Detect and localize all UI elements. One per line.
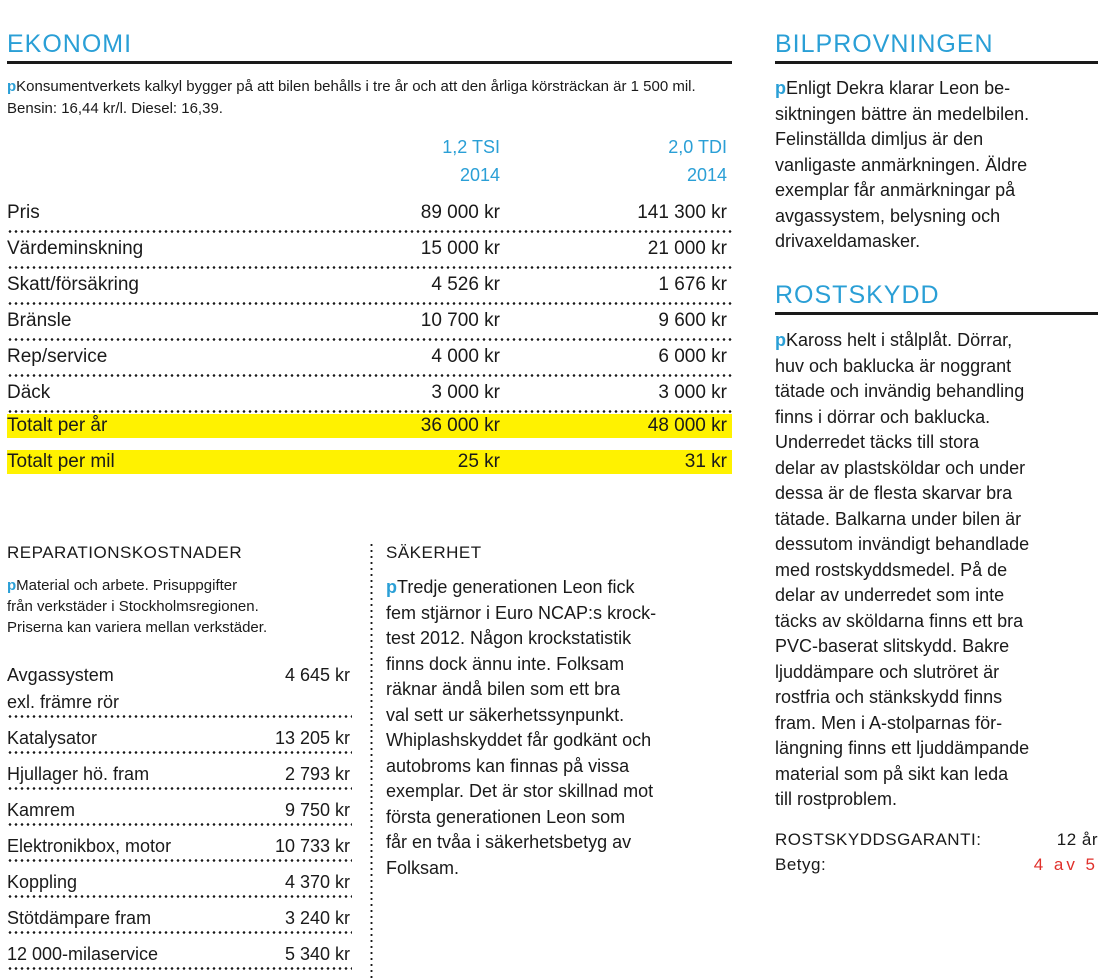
column-divider [370, 542, 373, 978]
list-item [7, 662, 352, 718]
table-row [7, 377, 732, 413]
dotted-divider [7, 410, 732, 413]
item-label: Elektronikbox, motor [7, 836, 172, 856]
reparation-intro-line: från verkstäder i Stockholmsregionen. [7, 598, 259, 615]
col-head-year-2: 2014 [686, 165, 727, 185]
item-label: Avgassystem [7, 665, 114, 685]
table-row [7, 269, 732, 305]
grade-value: 4 av 5 [1033, 855, 1098, 874]
item-value: 9 750 kr [284, 800, 350, 820]
item-label: Katalysator [7, 728, 98, 748]
body-line: finns i dörrar och baklucka. [775, 406, 991, 427]
paragraph-marker: p [386, 577, 397, 597]
body-line: huv och baklucka är noggrant [775, 355, 1012, 376]
list-item [7, 761, 352, 790]
dotted-divider [7, 895, 352, 898]
body-line: exemplar får anmärkningar på [775, 180, 1016, 200]
body-line: ljuddämpare och slutröret är [775, 661, 1000, 682]
body-line: räknar ändå bilen som ett bra [386, 679, 621, 699]
reparation-title: REPARATIONSKOSTNADER [7, 543, 243, 562]
body-line: val sett ur säkerhetssynpunkt. [386, 704, 625, 725]
table-row [7, 305, 732, 341]
bilprovningen-title: BILPROVNINGEN [775, 30, 1098, 64]
dotted-divider [7, 751, 352, 754]
row-value-tdi: 141 300 kr [637, 202, 727, 223]
paragraph-marker: p [775, 78, 786, 98]
body-line: Tredje generationen Leon fick [397, 577, 635, 597]
ekonomi-intro [7, 76, 732, 120]
item-value: 10 733 kr [274, 836, 350, 856]
bilprovningen-body [775, 76, 1105, 255]
body-line: delar av plastsköldar och under [775, 457, 1026, 478]
item-label: Kamrem [7, 800, 76, 820]
item-value: 2 793 kr [284, 764, 350, 784]
reparation-intro-line: Material och arbete. Prisuppgifter [16, 577, 238, 594]
body-line: får en tvåa i säkerhetsbetyg av [386, 832, 632, 852]
row-value-tsi: 4 000 kr [431, 346, 500, 367]
paragraph-marker: p [7, 577, 17, 594]
ekonomi-title: EKONOMI [7, 30, 732, 64]
row-value-tsi: 4 526 kr [431, 274, 500, 295]
body-line: till rostproblem. [775, 789, 898, 809]
body-line: första generationen Leon som [386, 806, 626, 827]
body-line: delar av underredet som inte [775, 585, 1005, 605]
table-row [7, 233, 732, 269]
row-value-tdi: 31 kr [684, 451, 727, 472]
dotted-divider [7, 823, 352, 826]
body-line: längning finns ett ljuddämpande [775, 738, 1030, 758]
body-line: Felinställda dimljus är den [775, 129, 984, 149]
row-label: Bränsle [7, 310, 72, 331]
body-line: drivaxeldamasker. [775, 231, 921, 251]
row-label: Skatt/försäkring [7, 274, 139, 295]
row-value-tsi: 10 700 kr [420, 310, 500, 331]
row-label: Värdeminskning [7, 238, 144, 259]
row-label: Totalt per år [7, 415, 108, 436]
paragraph-marker: p [775, 330, 786, 350]
item-value: 3 240 kr [284, 908, 350, 928]
col-head-year-1: 2014 [459, 165, 500, 185]
row-label: Däck [7, 382, 51, 403]
row-value-tsi: 15 000 kr [420, 238, 500, 259]
body-line: täcks av sköldarna finns ett bra [775, 610, 1024, 631]
guarantee-value: 12 år [1056, 830, 1098, 849]
rostskydd-body [775, 328, 1105, 813]
body-line: exemplar. Det är stor skillnad mot [386, 781, 654, 801]
body-line: autobroms kan finnas på vissa [386, 755, 630, 776]
dotted-divider [7, 967, 352, 970]
body-line: finns dock ännu inte. Folksam [386, 653, 625, 674]
row-value-tdi: 3 000 kr [658, 382, 727, 403]
item-label: Stötdämpare fram [7, 908, 152, 928]
dotted-divider [7, 859, 352, 862]
col-head-model-2: 2,0 TDI [668, 137, 727, 157]
body-line: tätade. Balkarna under bilen är [775, 508, 1022, 529]
item-value: 4 370 kr [284, 872, 350, 892]
item-value: 4 645 kr [284, 665, 350, 685]
list-item [7, 725, 352, 754]
dotted-divider [7, 931, 352, 934]
body-line: Kaross helt i stålplåt. Dörrar, [786, 330, 1013, 350]
col-head-model-1: 1,2 TSI [442, 137, 500, 157]
table-row [7, 341, 732, 377]
body-line: dessa är de flesta skarvar bra [775, 483, 1013, 503]
list-item [7, 869, 352, 898]
body-line: Underredet täcks till stora [775, 432, 980, 452]
reparation-intro-line: Priserna kan variera mellan verkstäder. [7, 619, 268, 636]
row-value-tdi: 9 600 kr [658, 310, 727, 331]
body-line: rostfria och stänkskydd finns [775, 687, 1003, 707]
table-row [7, 197, 732, 233]
list-item [7, 905, 352, 934]
body-line: test 2012. Någon krockstatistik [386, 628, 632, 648]
row-value-tsi: 36 000 kr [420, 415, 500, 436]
total-row-per-year [7, 414, 732, 438]
body-line: tätade och invändig behandling [775, 381, 1025, 401]
list-item [7, 941, 352, 970]
row-value-tdi: 48 000 kr [647, 415, 727, 436]
row-value-tdi: 21 000 kr [647, 238, 727, 259]
body-line: Whiplashskyddet får godkänt och [386, 730, 652, 750]
ekonomi-intro-text: Konsumentverkets kalkyl bygger på att bilen behålls i tre år och att den årliga körsträckan är 1 500 mil. Bensin: 16,44 kr/l. Diesel: 16,39. [7, 78, 696, 117]
guarantee-label: ROSTSKYDDSGARANTI: [775, 830, 982, 849]
rostskydd-title: ROSTSKYDD [775, 281, 1098, 315]
body-line: avgassystem, belysning och [775, 205, 1001, 226]
row-value-tsi: 25 kr [457, 451, 500, 472]
item-value: 5 340 kr [284, 944, 350, 964]
dotted-divider [7, 787, 352, 790]
body-line: siktningen bättre än medelbilen. [775, 103, 1030, 124]
body-line: Folksam. [386, 857, 460, 878]
item-label: Hjullager hö. fram [7, 764, 150, 784]
row-value-tsi: 3 000 kr [431, 382, 500, 403]
sakerhet-body [386, 575, 706, 881]
body-line: PVC-baserat slitskydd. Bakre [775, 636, 1010, 656]
grade-label: Betyg: [775, 855, 827, 874]
body-line: vanligaste anmärkningen. Äldre [775, 154, 1028, 175]
body-line: fem stjärnor i Euro NCAP:s krock- [386, 602, 657, 623]
item-sublabel: exl. främre rör [7, 692, 120, 712]
list-item [7, 833, 352, 862]
total-row-per-mil [7, 450, 732, 474]
row-value-tdi: 6 000 kr [658, 346, 727, 367]
row-label: Rep/service [7, 346, 108, 367]
row-label: Totalt per mil [7, 451, 115, 472]
row-value-tdi: 1 676 kr [658, 274, 727, 295]
body-line: dessutom invändigt behandlade [775, 534, 1030, 554]
reparation-intro [7, 575, 352, 638]
item-label: Koppling [7, 872, 78, 892]
item-label: 12 000-milaservice [7, 944, 159, 964]
row-value-tsi: 89 000 kr [420, 202, 500, 223]
body-line: fram. Men i A-stolparnas för- [775, 712, 1003, 733]
paragraph-marker: p [7, 78, 17, 95]
dotted-divider [7, 715, 352, 718]
sakerhet-title: SÄKERHET [386, 543, 482, 562]
body-line: Enligt Dekra klarar Leon be- [786, 78, 1011, 98]
list-item [7, 797, 352, 826]
body-line: med rostskyddsmedel. På de [775, 559, 1008, 580]
body-line: material som på sikt kan leda [775, 763, 1009, 784]
row-label: Pris [7, 202, 40, 223]
item-value: 13 205 kr [274, 728, 350, 748]
